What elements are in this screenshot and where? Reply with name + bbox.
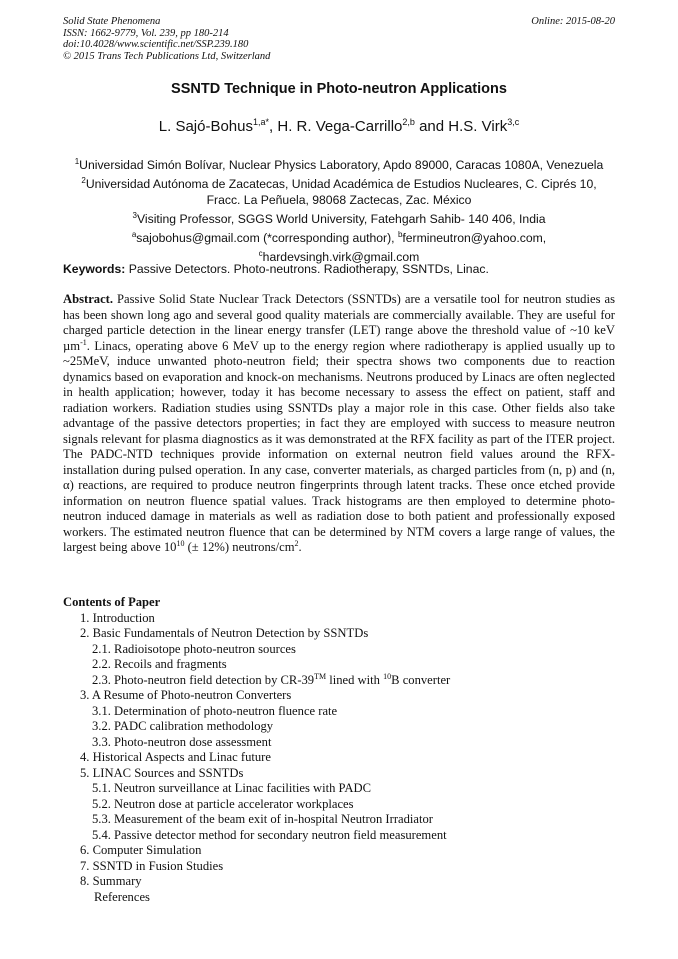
toc-item: 5.1. Neutron surveillance at Linac facilities with PADC bbox=[92, 781, 371, 795]
toc-item: 2.3. Photo-neutron field detection by CR-39™ lined with $^{10}$B converter bbox=[92, 671, 451, 687]
author-list: L. Sajó-Bohus$^{1,a*}$, H. R. Vega-Carrillo$^{2,b}$ and H.S. Virk$^{3,c}$ bbox=[158, 117, 520, 135]
toc-item: 3.1. Determination of photo-neutron fluence rate bbox=[92, 703, 338, 718]
author-sup: 2,b bbox=[402, 117, 415, 127]
keywords-text: Passive Detectors. Photo-neutrons. Radiotherapy, SSNTDs, Linac. bbox=[125, 262, 489, 276]
toc-item: 5. LINAC Sources and SSNTDs bbox=[80, 765, 244, 780]
publication-header bbox=[63, 16, 270, 62]
issn-line: ISSN: 1662-9779, Vol. 239, pp 180-214 bbox=[63, 27, 229, 39]
keywords bbox=[63, 262, 489, 276]
email-c[interactable]: hardevsingh.virk@gmail.com bbox=[262, 250, 420, 265]
journal-name: Solid State Phenomena bbox=[63, 16, 161, 27]
toc-item: 3.2. PADC calibration methodology bbox=[92, 719, 274, 733]
abstract: Abstract. Passive Solid State Nuclear Track Detectors (SSNTDs) are a versatile tool for neutron studies as has been shown long ago and several good quality materials are commercially available. They are useful for charged particle detection in the linear energy transfer (LET) range above the threshold value of ~10 keV µm$^{-1}$. Linacs, operating above 6 MeV up to the energy region where radiotherapy is applied usually up to ~25MeV, induce unwanted photo-neutron field; their spectra shows two components due to reaction dynamics based on evaporation and knock-on mechanisms. Neutrons produced by Linacs are often neglected in health application; however, today it has become necessary to assess the effect on patient, staff and radiation workers. Radiation studies using SSNTDs play a major role in this case. Other fields also take advantage of the passive detectors properties; in fact they are employed with success to measure neutron signals relevant for plasma diagnostics as it was demonstrated at the RFX facility as part of the ITER project. The PADC-NTD techniques provide information on external neutron field values around the RFX-installation during pulsed operation. In any case, converter materials, as charged particles from (n, p) and (n, α) reactions, are required to produce neutron fingerprints through latent tracks. These once etched provide information on neutron fluence spatial values. Track histograms are then employed to determine photo-neutron induced damage in materials as well as radiation dose to both patient and professionally exposed workers. The estimated neutron fluence that can be determined by NTM covers a large range of values, the largest being above $10^{10}$ (± 12%) neutrons/$cm^2$. bbox=[63, 292, 615, 554]
toc-item: 6. Computer Simulation bbox=[80, 843, 202, 857]
keywords-label: Keywords: bbox=[63, 262, 126, 276]
online-date: Online: 2015-08-20 bbox=[531, 16, 615, 27]
affiliation-2: $^2$Universidad Autónoma de Zacatecas, Unidad Académica de Estudios Nucleares, C. Ciprés 10, bbox=[81, 176, 597, 192]
abstract-label: Abstract. bbox=[63, 292, 114, 306]
toc-item: 2. Basic Fundamentals of Neutron Detection by SSNTDs bbox=[80, 626, 369, 640]
toc-item: 3. A Resume of Photo-neutron Converters bbox=[80, 688, 292, 702]
paper-title: SSNTD Technique in Photo-neutron Applications bbox=[171, 81, 507, 97]
toc-item: References bbox=[94, 889, 150, 904]
email-a[interactable]: sajobohus@gmail.com (*corresponding author), bbox=[136, 231, 398, 246]
author-name: L. Sajó-Bohus bbox=[158, 118, 253, 135]
affiliations bbox=[40, 154, 638, 265]
contents-heading: Contents of Paper bbox=[63, 595, 161, 609]
email-line: $^a$sajobohus@gmail.com (*corresponding author), $^b$fermineutron@yahoo.com, bbox=[131, 230, 547, 246]
doi-line: doi:10.4028/www.scientific.net/SSP.239.180 bbox=[63, 39, 249, 50]
author-sup: 3,c bbox=[507, 117, 520, 127]
affiliation-1: $^1$Universidad Simón Bolívar, Nuclear Physics Laboratory, Apdo 89000, Caracas 1080A, Venezuela bbox=[74, 157, 604, 173]
affiliation-2-cont: Fracc. La Peñuela, 98068 Zactecas, Zac. México bbox=[206, 193, 472, 208]
affiliation-3: $^3$Visiting Professor, SGGS World University, Fatehgarh Sahib- 140 406, India bbox=[132, 211, 546, 227]
copyright-line: © 2015 Trans Tech Publications Ltd, Switzerland bbox=[63, 50, 271, 62]
toc-item: 5.2. Neutron dose at particle accelerator workplaces bbox=[92, 796, 354, 811]
toc-item: 1. Introduction bbox=[80, 610, 155, 625]
email-line-2: $^c$hardevsingh.virk@gmail.com bbox=[258, 249, 420, 265]
author-name: H.S. Virk bbox=[448, 118, 508, 135]
toc-item: 2.2. Recoils and fragments bbox=[92, 657, 227, 671]
toc-item: 5.4. Passive detector method for secondary neutron field measurement bbox=[92, 827, 447, 842]
toc-item: 5.3. Measurement of the beam exit of in-hospital Neutron Irradiator bbox=[92, 812, 433, 826]
author-sup: 1,a* bbox=[253, 117, 270, 127]
toc-item: 3.3. Photo-neutron dose assessment bbox=[92, 734, 272, 749]
email-b[interactable]: fermineutron@yahoo.com, bbox=[402, 231, 547, 246]
toc-item: 4. Historical Aspects and Linac future bbox=[80, 750, 271, 764]
author-name: H. R. Vega-Carrillo bbox=[277, 118, 403, 135]
toc-item: 2.1. Radioisotope photo-neutron sources bbox=[92, 641, 296, 656]
toc-item: 8. Summary bbox=[80, 874, 142, 888]
table-of-contents bbox=[63, 595, 450, 905]
toc-item: 7. SSNTD in Fusion Studies bbox=[80, 858, 224, 873]
